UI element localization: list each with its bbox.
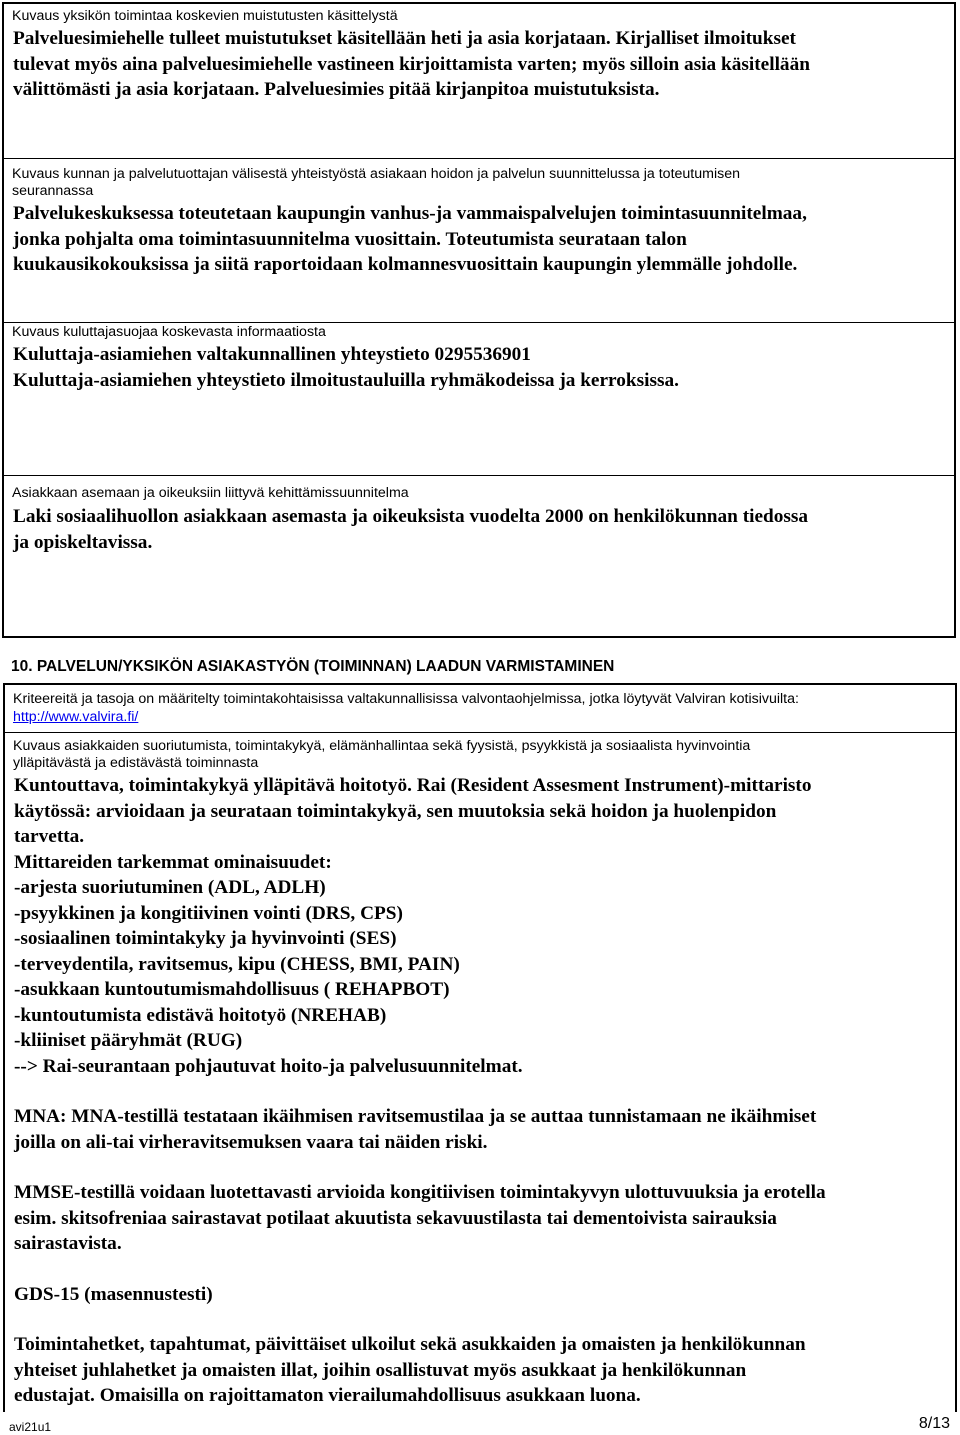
criteria-text: Kriteereitä ja tasoja on määritelty toimintakohtaisissa valtakunnallisissa valvontaohjelmissa, jotka löytyvät Valviran kotisivuilta: [13,691,799,707]
section-label: Asiakkaan asemaan ja oikeuksiin liittyvä kehittämissuunnitelma [12,485,409,501]
rai-line: --> Rai-seurantaan pohjautuvat hoito-ja palvelusuunnitelmat. [14,1055,523,1077]
mna-line: MNA: MNA-testillä testataan ikäihmisen ravitsemustilaa ja se auttaa tunnistamaan ne ikäihmiset [14,1106,817,1127]
rai-line: -terveydentila, ravitsemus, kipu (CHESS, BMI, PAIN) [14,953,460,975]
mmse-line: sairastavista. [14,1233,122,1254]
footer-code: avi21u1 [9,1420,52,1434]
rai-line: Kuntouttava, toimintakykyä ylläpitävä hoitotyö. Rai (Resident Assesment Instrument)-mittaristo [14,775,812,796]
activities-line: edustajat. Omaisilla on rajoittamaton vierailumahdollisuus asukkaan luona. [14,1385,641,1406]
section-text-line: tulevat myös aina palveluesimiehelle vastineen kirjoittamista varten; myös silloin asia käsitellään [13,53,810,75]
mna-line: joilla on ali-tai virheravitsemuksen vaara tai näiden riski. [14,1131,488,1153]
rai-line: -psyykkinen ja kongitiivinen vointi (DRS, CPS) [14,902,403,924]
activities-line: yhteiset juhlahetket ja omaisten illat, joihin osallistuvat myös asukkaat ja henkilökunnan [14,1359,747,1381]
rai-line: -asukkaan kuntoutumismahdollisuus ( REHAPBOT) [14,979,450,1000]
section-consumer-info [4,323,954,476]
rai-line: käytössä: arvioidaan ja seurataan toimintakykyä, sen muutoksia sekä hoidon ja huolenpidon [14,800,777,822]
rai-line: -kuntoutumista edistävä hoitotyö (NREHAB) [14,1004,387,1026]
section-label: Kuvaus kunnan ja palvelutuottajan välisestä yhteistyöstä asiakaan hoidon ja palvelun suunnittelussa ja toteutumisen [12,166,740,182]
wellbeing-label: Kuvaus asiakkaiden suoriutumista, toimintakykyä, elämänhallintaa sekä fyysistä, psyykkistä ja sosiaalista hyvinvointia [13,738,751,754]
criteria-cell [5,685,955,733]
gds-line: GDS-15 (masennustesti) [14,1283,213,1305]
section-text-line: jonka pohjalta oma toimintasuunnitelma vuosittain. Toteutumista seurataan talon [13,228,687,250]
section-cooperation [4,159,954,323]
wellbeing-cell [5,732,955,1412]
section-complaints [4,4,954,159]
rai-line: -kliiniset pääryhmät (RUG) [14,1030,243,1051]
section-10-heading: 10. PALVELUN/YKSIKÖN ASIAKASTYÖN (TOIMINNAN) LAADUN VARMISTAMINEN [11,658,615,675]
section-label: Kuvaus kuluttajasuojaa koskevasta informaatiosta [12,324,326,340]
top-sections-table [2,2,956,638]
section-text-line: Kuluttaja-asiamiehen valtakunnallinen yhteystieto 0295536901 [13,344,531,365]
section-text-line: Kuluttaja-asiamiehen yhteystieto ilmoitustauluilla ryhmäkodeissa ja kerroksissa. [13,369,679,391]
wellbeing-label-cont: ylläpitävästä ja edistävästä toiminnasta [13,755,259,771]
section-text-line: Laki sosiaalihuollon asiakkaan asemasta ja oikeuksista vuodelta 2000 on henkilökunnan tiedossa [13,506,809,527]
section-text-line: Palvelukeskuksessa toteutetaan kaupungin vanhus-ja vammaispalvelujen toimintasuunnitelmaa, [13,203,807,224]
rai-line: Mittareiden tarkemmat ominaisuudet: [14,851,332,873]
section-label-cont: seurannassa [12,183,94,199]
rai-line: -arjesta suoriutuminen (ADL, ADLH) [14,877,326,898]
valvira-link[interactable]: http://www.valvira.fi/ [13,709,139,725]
section-text-line: Palveluesimiehelle tulleet muistutukset käsitellään heti ja asia korjataan. Kirjalliset ilmoitukset [13,28,796,49]
rai-line: -sosiaalinen toimintakyky ja hyvinvointi (SES) [14,928,397,949]
page-number: 8/13 [918,1415,950,1432]
rai-line: tarvetta. [14,826,85,847]
section-10-box [3,683,957,1412]
activities-line: Toimintahetket, tapahtumat, päivittäiset ulkoilut sekä asukkaiden ja omaisten ja henkilökunnan [14,1334,806,1355]
mmse-line: MMSE-testillä voidaan luotettavasti arvioida kongitiivisen toimintakyvyn ulottuvuuksia ja erotella [14,1182,826,1203]
section-rights-plan [4,476,954,636]
section-text-line: ja opiskeltavissa. [13,531,153,553]
section-text-line: kuukausikokouksissa ja siitä raportoidaan kolmannesvuosittain kaupungin ylemmälle johdolle. [13,254,798,275]
mmse-line: esim. skitsofreniaa sairastavat potilaat akuutista sekavuustilasta tai dementoivista sairauksia [14,1207,777,1229]
section-label: Kuvaus yksikön toimintaa koskevien muistutusten käsittelystä [12,8,398,24]
section-text-line: välittömästi ja asia korjataan. Palveluesimies pitää kirjanpitoa muistutuksista. [13,79,660,100]
